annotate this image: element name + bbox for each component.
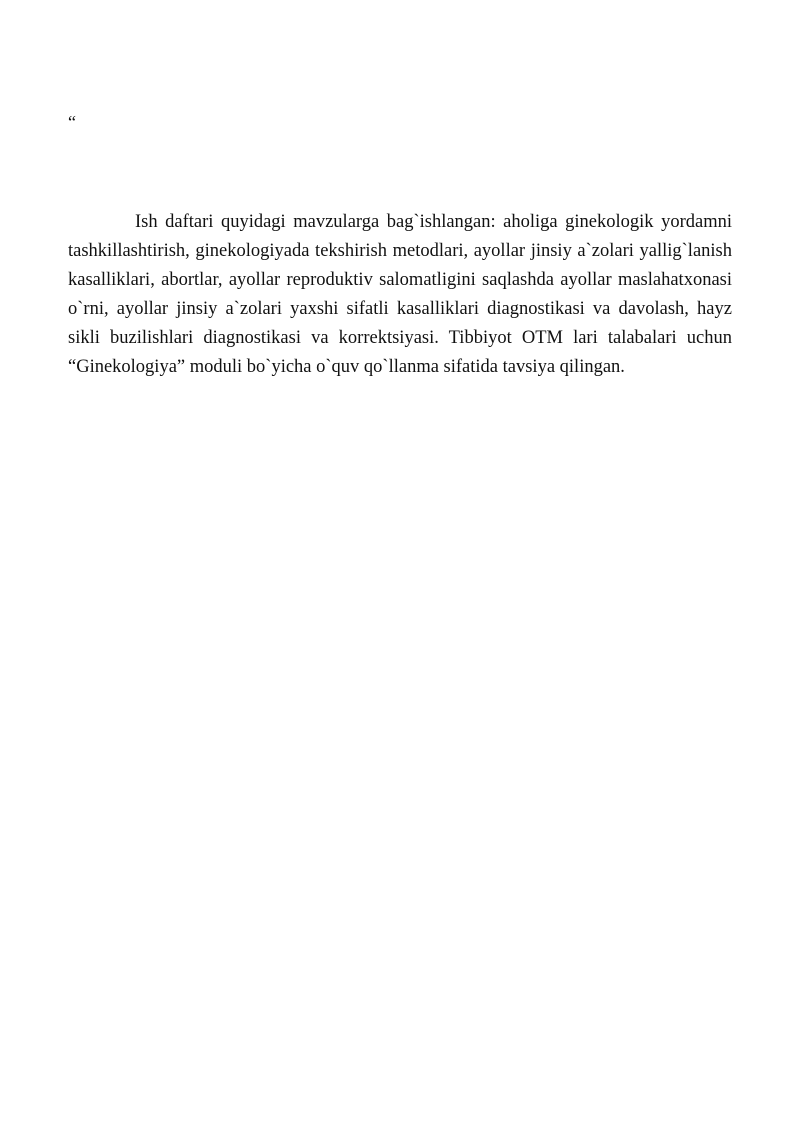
annotation-paragraph: Ish daftari quyidagi mavzularga bag`ishlangan: aholiga ginekologik yordamni tashkillashtirish, ginekologiyada tekshirish metodlari, ayollar jinsiy a`zolari yallig`lanish kasalliklari, abortlar, ayollar reproduktiv salomatligini saqlashda ayollar maslahatxonasi o`rni, ayollar jinsiy a`zolari yaxshi sifatli kasalliklari diagnostikasi va davolash, hayz sikli buzilishlari diagnostikasi va korrektsiyasi. Tibbiyot OTM lari talabalari uchun “Ginekologiya” moduli bo`yicha o`quv qo`llanma sifatida tavsiya qilingan. [68, 212, 732, 377]
opening-quote-mark: “ [68, 112, 76, 132]
